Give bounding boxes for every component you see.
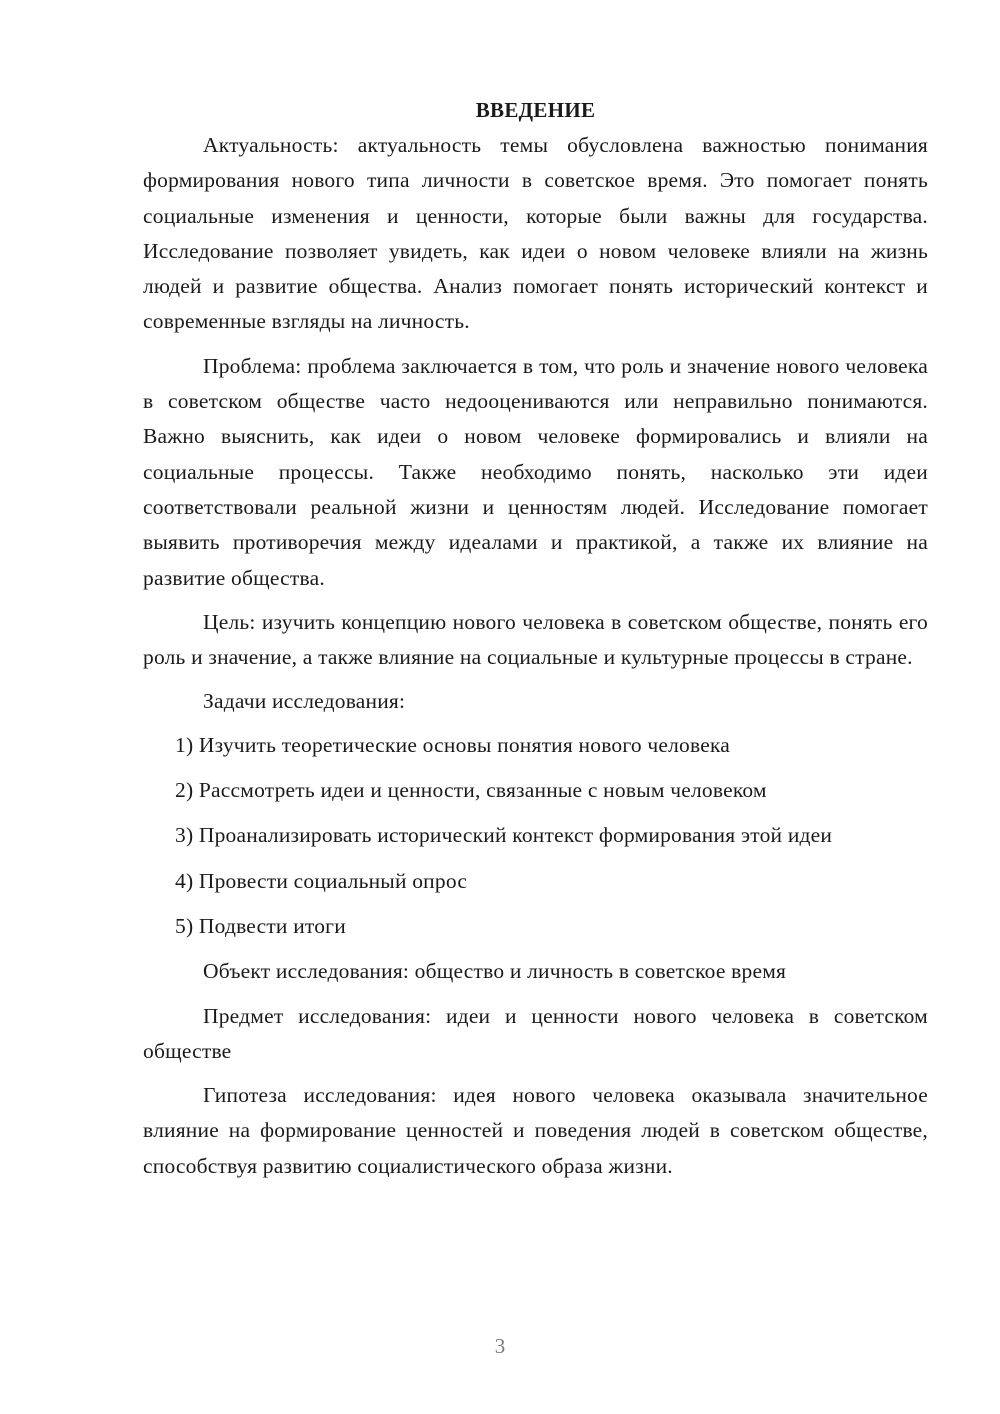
task-list — [143, 728, 928, 944]
goal-paragraph: Цель: изучить концепцию нового человека в советском обществе, понять его роль и значение, а также влияние на социальные и культурные процессы в стране. — [143, 609, 928, 670]
object-paragraph: Объект исследования: общество и личность в советское время — [203, 959, 787, 984]
task-item: 2) Рассмотреть идеи и ценности, связанные с новым человеком — [175, 778, 767, 803]
problem-paragraph: Проблема: проблема заключается в том, что роль и значение нового человека в советском обществе часто недооцениваются или неправильно понимаются. Важно выяснить, как идеи о новом человеке формировались и влияли на социальные процессы. Также необходимо понять, насколько эти идеи соответствовали реальной жизни и ценностям людей. Исследование помогает выявить противоречия между идеалами и практикой, а также их влияние на развитие общества. — [143, 353, 928, 590]
task-item: 1) Изучить теоретические основы понятия нового человека — [175, 732, 731, 757]
document-page — [143, 95, 928, 1193]
task-item: 5) Подвести итоги — [175, 913, 346, 938]
subject-paragraph: Предмет исследования: идеи и ценности нового человека в советском обществе — [143, 1003, 928, 1063]
page-number: 3 — [494, 1334, 506, 1358]
task-item: 4) Провести социальный опрос — [175, 868, 468, 893]
section-heading: ВВЕДЕНИЕ — [475, 98, 596, 122]
tasks-title: Задачи исследования: — [203, 689, 406, 714]
hypothesis-paragraph: Гипотеза исследования: идея нового человека оказывала значительное влияние на формирование ценностей и поведения людей в советском обществе, способствуя развитию социалистического образа жизни. — [143, 1083, 928, 1178]
relevance-paragraph: Актуальность: актуальность темы обусловлена важностью понимания формирования нового типа личности в советское время. Это помогает понять социальные изменения и ценности, которые были важны для государства. Исследование позволяет увидеть, как идеи о новом человеке влияли на жизнь людей и развитие общества. Анализ помогает понять исторический контекст и современные взгляды на личность. — [143, 133, 928, 334]
task-item: 3) Проанализировать исторический контекст формирования этой идеи — [175, 823, 833, 848]
